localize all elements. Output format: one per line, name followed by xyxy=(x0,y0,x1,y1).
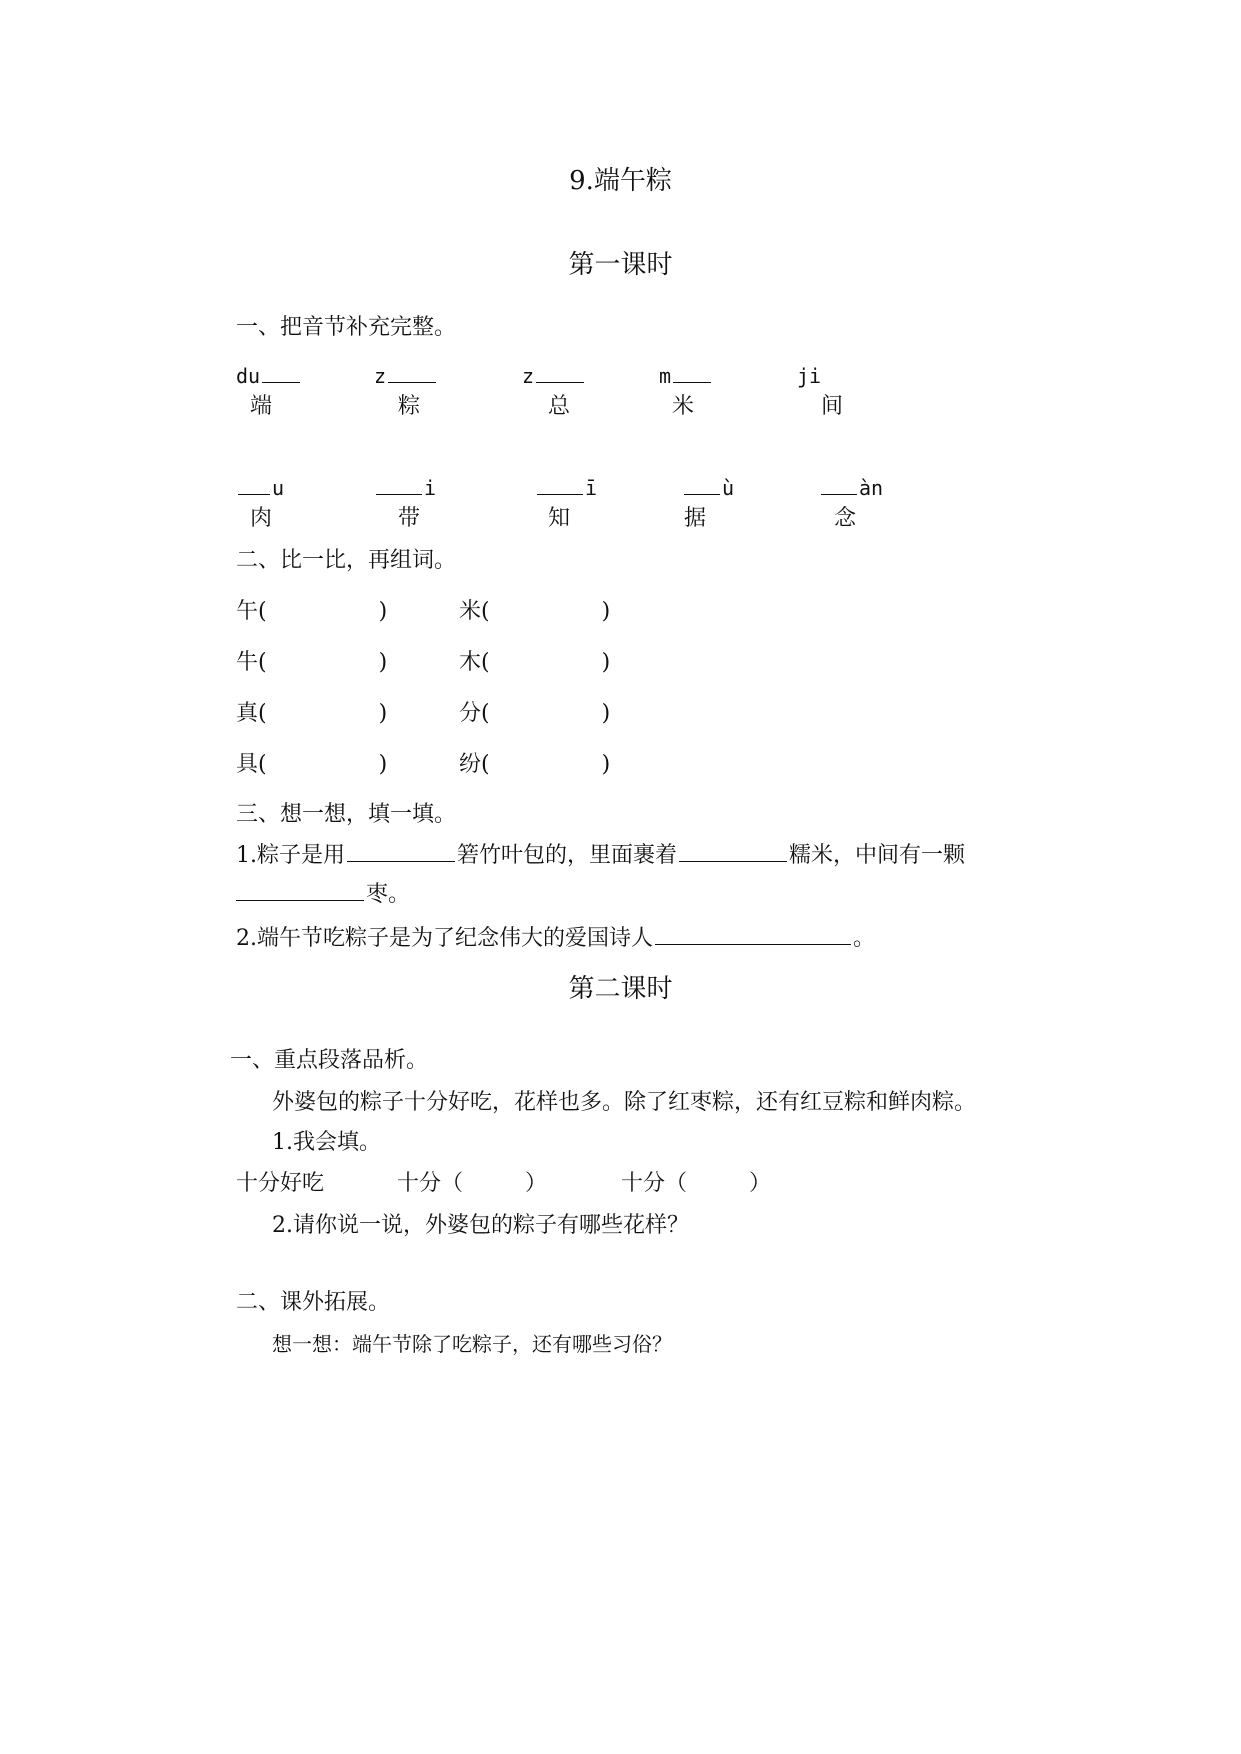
word-group-left[interactable]: 午( ) xyxy=(236,599,388,624)
pinyin-blank[interactable]: du xyxy=(236,366,302,386)
hanzi-char: 米 xyxy=(672,394,695,419)
word-group-right[interactable]: 分( ) xyxy=(459,701,611,726)
hanzi-char: 肉 xyxy=(250,506,273,531)
passage: 外婆包的粽子十分好吃，花样也多。除了红枣粽，还有红豆粽和鲜肉粽。 xyxy=(272,1090,977,1115)
hanzi-char: 粽 xyxy=(398,394,421,419)
page-title: 9.端午粽 xyxy=(569,166,672,196)
fill-blank[interactable] xyxy=(655,943,851,945)
word-group-left[interactable]: 具( ) xyxy=(236,752,388,777)
q3-sentence-2: 2.端午节吃粽子是为了纪念伟大的爱国诗人 。 xyxy=(236,926,876,951)
l2-sub2: 2.请你说一说，外婆包的粽子有哪些花样？ xyxy=(272,1213,689,1238)
pinyin-blank[interactable]: àn xyxy=(819,478,883,498)
word-group-right[interactable]: 木( ) xyxy=(459,650,611,675)
pinyin-blank[interactable]: z xyxy=(374,366,438,386)
fill-blank[interactable] xyxy=(236,899,364,901)
hanzi-char: 念 xyxy=(834,506,857,531)
word-group-left[interactable]: 牛( ) xyxy=(236,650,388,675)
lesson1-heading: 第一课时 xyxy=(568,250,673,280)
fill-blank[interactable] xyxy=(347,860,455,862)
hanzi-char: 据 xyxy=(684,506,707,531)
q3-title: 三、想一想，填一填。 xyxy=(236,802,457,827)
fill-blank[interactable] xyxy=(679,860,787,862)
pinyin-blank[interactable]: z xyxy=(522,366,586,386)
hanzi-char: 知 xyxy=(548,506,571,531)
fill-paren-1[interactable]: 十分（ ） xyxy=(397,1171,548,1196)
word-example: 十分好吃 xyxy=(236,1171,325,1196)
q3-sentence-1: 1.粽子是用 箬竹叶包的，里面裹着 糯米，中间有一颗 xyxy=(236,843,966,868)
pinyin-blank[interactable]: u xyxy=(236,478,284,498)
l2-q2-title: 二、课外拓展。 xyxy=(236,1290,391,1315)
q3-sentence-1-cont: 枣。 xyxy=(236,884,410,906)
word-group-right[interactable]: 纷( ) xyxy=(459,752,611,777)
hanzi-char: 总 xyxy=(548,394,571,419)
hanzi-char: 间 xyxy=(821,394,844,419)
q1-title: 一、把音节补充完整。 xyxy=(236,315,457,340)
l2-sub1: 1.我会填。 xyxy=(272,1130,381,1155)
pinyin-blank[interactable]: m xyxy=(659,366,713,386)
word-group-right[interactable]: 米( ) xyxy=(459,599,611,624)
hanzi-char: 带 xyxy=(398,506,421,531)
word-group-left[interactable]: 真( ) xyxy=(236,701,388,726)
pinyin-blank[interactable]: i xyxy=(374,478,436,498)
pinyin-blank[interactable]: ī xyxy=(535,478,597,498)
l2-q1-title: 一、重点段落品析。 xyxy=(230,1048,429,1073)
fill-paren-2[interactable]: 十分（ ） xyxy=(621,1171,772,1196)
pinyin-blank[interactable]: ù xyxy=(682,478,734,498)
hanzi-char: 端 xyxy=(250,394,273,419)
lesson2-heading: 第二课时 xyxy=(568,974,673,1004)
pinyin-text: ji xyxy=(797,364,822,388)
l2-q2-prompt: 想一想：端午节除了吃粽子，还有哪些习俗？ xyxy=(272,1332,672,1356)
q2-title: 二、比一比，再组词。 xyxy=(236,548,457,573)
